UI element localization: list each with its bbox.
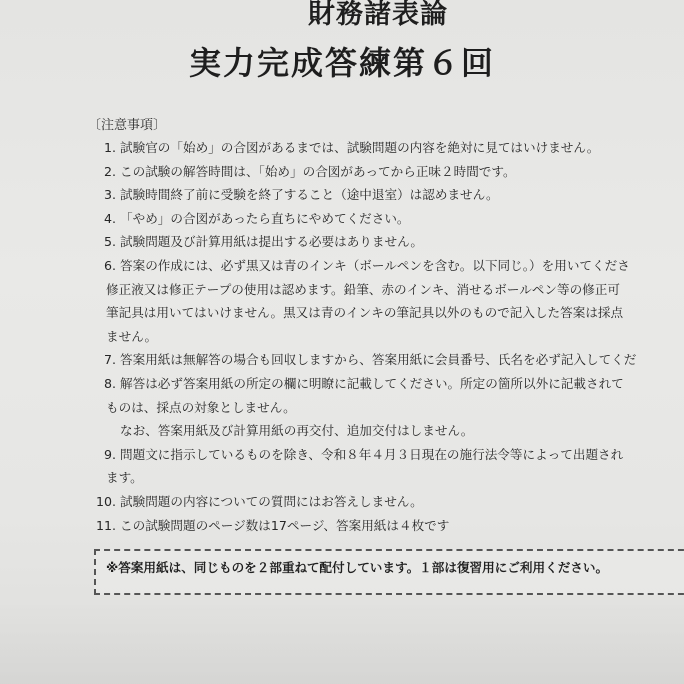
note-line: なお、答案用紙及び計算用紙の再交付、追加交付はしません。 (120, 423, 474, 439)
document-title: 財務諸表論 (308, 0, 448, 30)
answer-sheet-notice-box (94, 549, 684, 595)
note-line: 9. 問題文に指示しているものを除き、令和８年４月３日現在の施行法令等によって出題され (103, 446, 624, 462)
notes-list (88, 136, 684, 537)
note-line: 8. 解答は必ず答案用紙の所定の欄に明瞭に記載してください。所定の箇所以外に記載されて (103, 375, 624, 391)
answer-sheet-notice: ※答案用紙は、同じものを２部重ねて配付しています。１部は復習用にご利用ください。 (106, 560, 609, 575)
document-subtitle: 実力完成答練第６回 (188, 44, 495, 82)
note-line: 2. この試験の解答時間は、「始め」の合図があってから正味２時間です。 (103, 163, 516, 179)
note-line: 11. この試験問題のページ数は17ページ、答案用紙は４枚です (95, 517, 450, 533)
page-shadow (0, 600, 684, 684)
note-line: 3. 試験時間終了前に受験を終了すること（途中退室）は認めません。 (103, 187, 499, 203)
note-line: ものは、採点の対象としません。 (106, 399, 296, 415)
note-line: 7. 答案用紙は無解答の場合も回収しますから、答案用紙に会員番号、氏名を必ず記入してくだ (103, 352, 637, 368)
note-line: 筆記具は用いてはいけません。黒又は青のインキの筆記具以外のもので記入した答案は採点 (106, 305, 624, 321)
note-line: 修正液又は修正テープの使用は認めます。鉛筆、赤のインキ、消せるボールペン等の修正可 (106, 281, 620, 297)
note-line: 4. 「やめ」の合図があったら直ちにやめてください。 (103, 210, 410, 226)
note-line: 10. 試験問題の内容についての質問にはお答えしません。 (95, 493, 423, 509)
note-line: 5. 試験問題及び計算用紙は提出する必要はありません。 (103, 234, 424, 250)
note-line: ません。 (106, 328, 158, 344)
note-line: 1. 試験官の「始め」の合図があるまでは、試験問題の内容を絶対に見てはいけません。 (103, 140, 600, 155)
note-line: 6. 答案の作成には、必ず黒又は青のインキ（ボールペンを含む。以下同じ。）を用いてくださ (103, 257, 630, 273)
note-line: ます。 (106, 470, 143, 486)
notes-heading: 〔注意事項〕 (88, 118, 167, 133)
